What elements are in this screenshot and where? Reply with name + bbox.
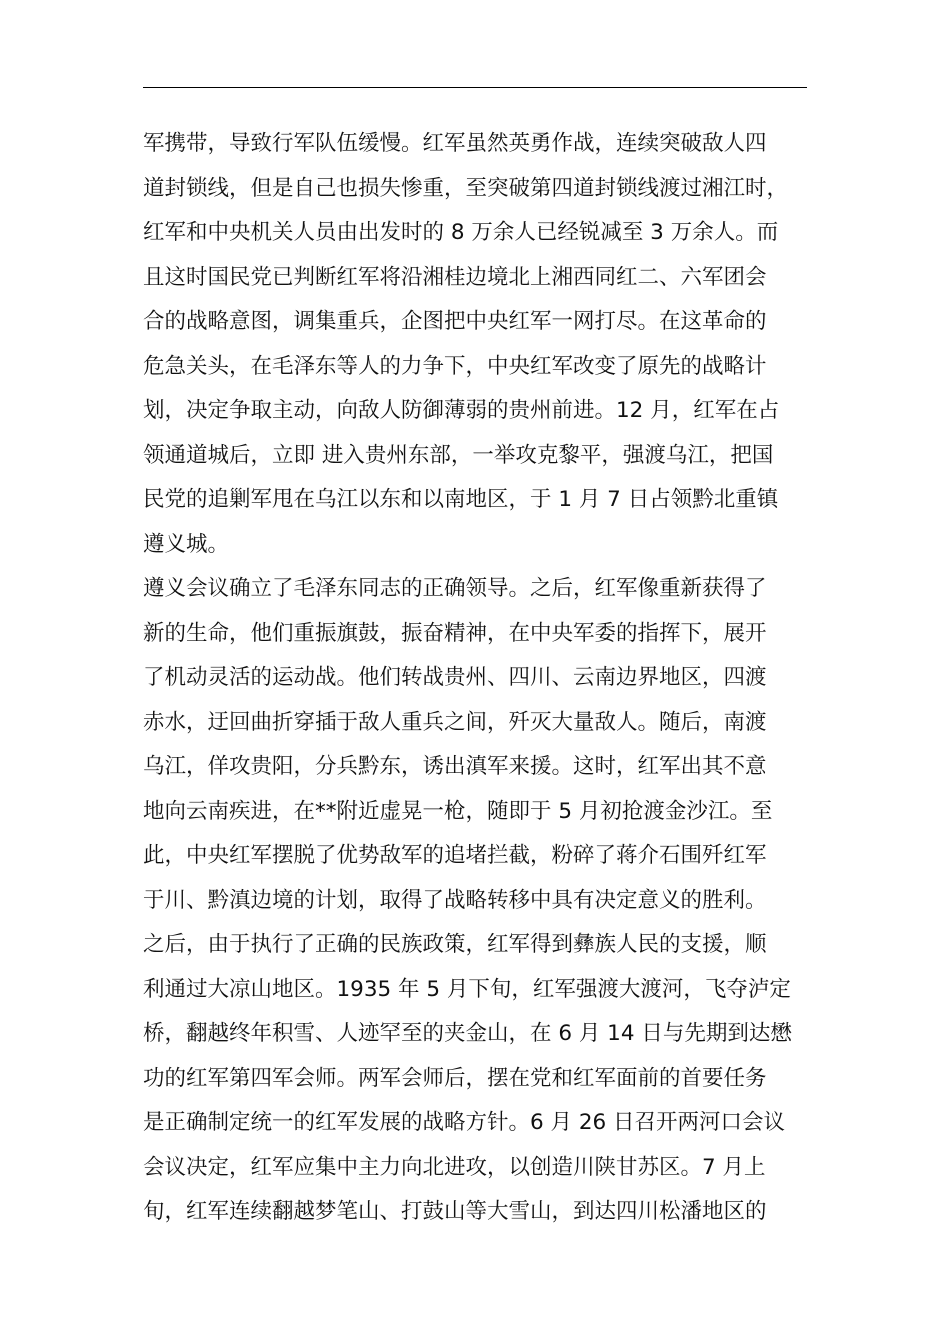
text-line: 合的战略意图，调集重兵，企图把中央红军一网打尽。在这革命的: [143, 309, 767, 334]
header-rule: [143, 87, 807, 88]
text-line: 桥，翻越终年积雪、人迹罕至的夹金山，在 6 月 14 日与先期到达懋: [143, 1021, 792, 1046]
text-line: 领通道城后，立即 进入贵州东部，一举攻克黎平，强渡乌江，把国: [143, 442, 774, 468]
text-line: 会议决定，红军应集中主力向北进攻，以创造川陕甘苏区。7 月上: [143, 1154, 766, 1180]
text-line: 红军和中央机关人员由出发时的 8 万余人已经锐减至 3 万余人。而: [143, 220, 779, 245]
text-line: 划，决定争取主动，向敌人防御薄弱的贵州前进。12 月，红军在占: [143, 398, 780, 423]
text-line: 了机动灵活的运动战。他们转战贵州、四川、云南边界地区，四渡: [143, 665, 767, 690]
body-text: [143, 122, 807, 1235]
text-line: 之后，由于执行了正确的民族政策，红军得到彝族人民的支援，顺: [143, 932, 767, 957]
text-line: 此，中央红军摆脱了优势敌军的追堵拦截，粉碎了蒋介石围歼红军: [143, 843, 767, 868]
text-line: 道封锁线，但是自己也损失惨重，至突破第四道封锁线渡过湘江时，: [143, 175, 789, 201]
text-line: 遵义会议确立了毛泽东同志的正确领导。之后，红军像重新获得了: [143, 576, 767, 601]
text-line: 是正确制定统一的红军发展的战略方针。6 月 26 日召开两河口会议: [143, 1110, 786, 1135]
text-line: 乌江，佯攻贵阳，分兵黔东，诱出滇军来援。这时，红军出其不意: [143, 754, 767, 779]
text-line: 民党的追剿军甩在乌江以东和以南地区，于 1 月 7 日占领黔北重镇: [143, 487, 779, 512]
text-line: 地向云南疾进，在**附近虚晃一枪，随即于 5 月初抢渡金沙江。至: [143, 798, 773, 824]
text-line: 军携带，导致行军队伍缓慢。红军虽然英勇作战，连续突破敌人四: [143, 131, 767, 156]
text-line: 且这时国民党已判断红军将沿湘桂边境北上湘西同红二、六军团会: [143, 264, 767, 290]
text-line: 新的生命，他们重振旗鼓，振奋精神，在中央军委的指挥下，展开: [143, 620, 767, 646]
text-line: 遵义城。: [143, 531, 230, 557]
text-line: 旬，红军连续翻越梦笔山、打鼓山等大雪山，到达四川松潘地区的: [143, 1199, 767, 1224]
text-line: 功的红军第四军会师。两军会师后，摆在党和红军面前的首要任务: [143, 1065, 767, 1091]
text-line: 于川、黔滇边境的计划，取得了战略转移中具有决定意义的胜利。: [143, 887, 767, 913]
text-line: 利通过大凉山地区。1935 年 5 月下旬，红军强渡大渡河，飞夺泸定: [143, 976, 791, 1002]
text-line: 危急关头，在毛泽东等人的力争下，中央红军改变了原先的战略计: [143, 353, 767, 379]
text-line: 赤水，迂回曲折穿插于敌人重兵之间，歼灭大量敌人。随后，南渡: [143, 709, 767, 735]
